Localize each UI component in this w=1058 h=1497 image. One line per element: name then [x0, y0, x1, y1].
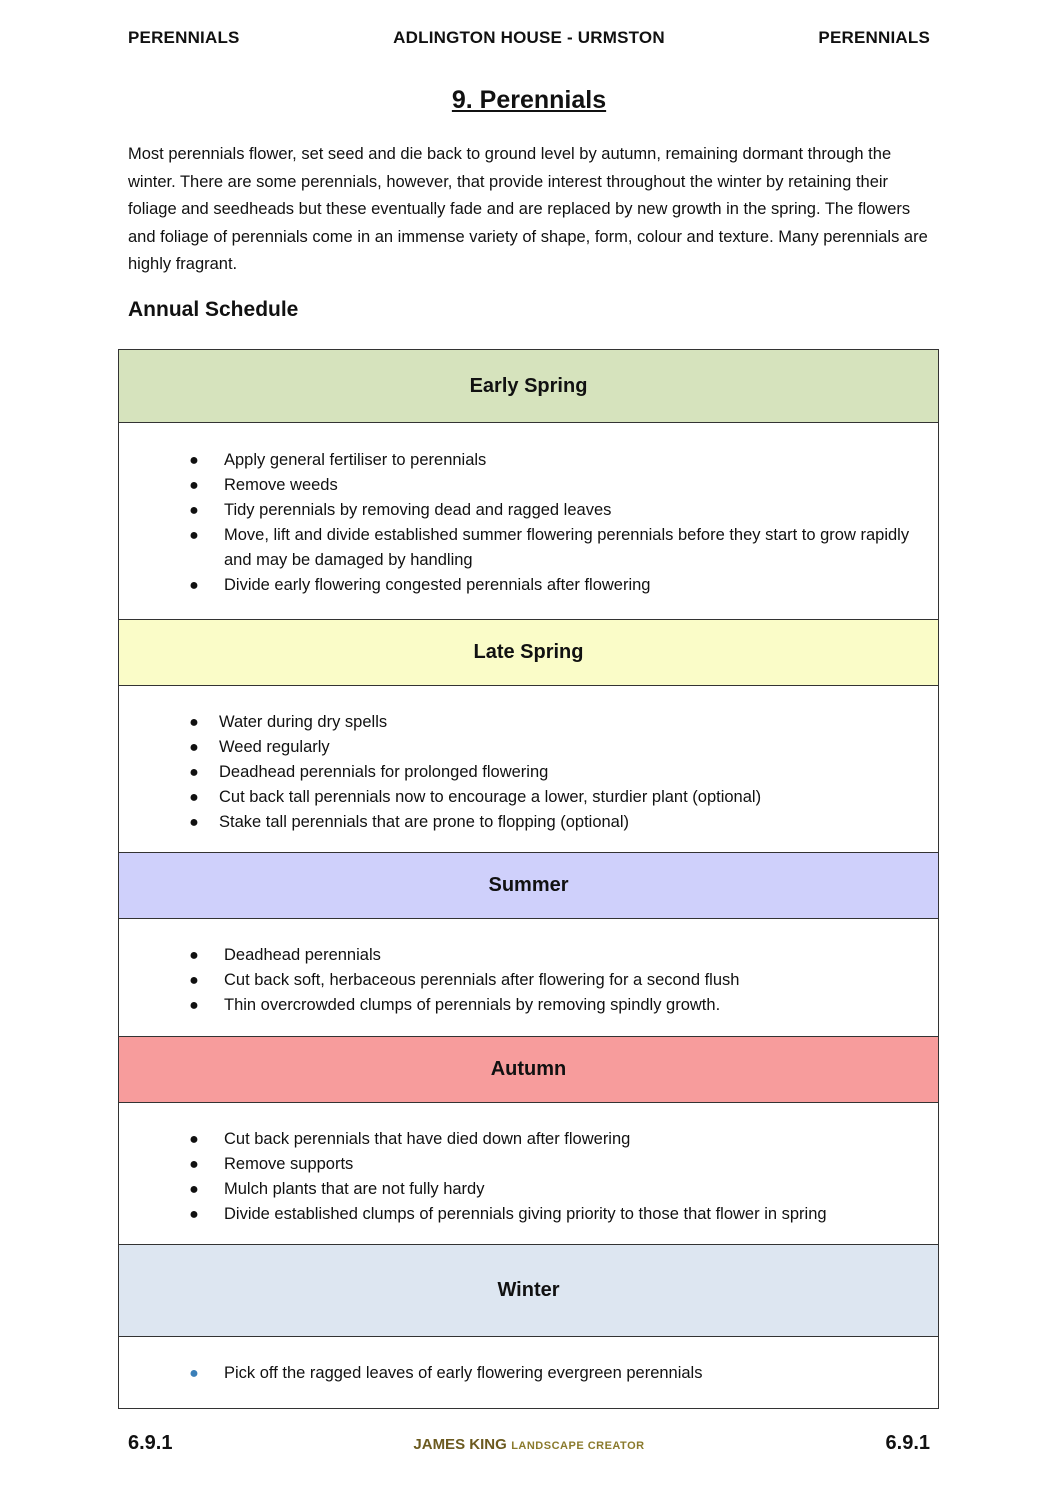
task-text: Water during dry spells [219, 713, 388, 731]
bullet-icon: ● [189, 789, 199, 806]
bullet-icon: ● [189, 814, 199, 831]
task-text: Thin overcrowded clumps of perennials by removing spindly growth. [224, 996, 721, 1014]
list-item [119, 810, 938, 835]
task-text: Move, lift and divide established summer flowering perennials before they start to grow rapidly and may be damaged by handling [224, 526, 910, 569]
season-body-early-spring [119, 423, 938, 620]
list-item [119, 523, 938, 573]
header-left: PERENNIALS [128, 28, 240, 47]
list-item [119, 573, 938, 598]
task-text: Cut back tall perennials now to encourage a lower, sturdier plant (optional) [219, 788, 762, 806]
season-header-late-spring [119, 620, 938, 686]
brand-name: JAMES KING [413, 1436, 507, 1453]
task-text: Deadhead perennials [224, 946, 381, 964]
list-item [119, 735, 938, 760]
bullet-icon: ● [189, 1131, 199, 1148]
list-item [119, 498, 938, 523]
task-text: Cut back soft, herbaceous perennials after flowering for a second flush [224, 971, 740, 989]
task-text: Remove weeds [224, 476, 338, 494]
task-text: Divide established clumps of perennials giving priority to those that flower in spring [224, 1205, 827, 1223]
season-body-winter [119, 1337, 938, 1408]
schedule-heading: Annual Schedule [128, 298, 299, 321]
list-item [119, 943, 938, 968]
list-item [119, 1152, 938, 1177]
season-header-winter [119, 1245, 938, 1337]
list-item [119, 473, 938, 498]
list-item [119, 448, 938, 473]
season-title: Summer [488, 874, 569, 896]
bullet-icon: ● [189, 527, 199, 544]
list-item [119, 993, 938, 1018]
task-text: Divide early flowering congested perennials after flowering [224, 576, 651, 594]
header-center: ADLINGTON HOUSE - URMSTON [393, 28, 665, 47]
task-text: Cut back perennials that have died down after flowering [224, 1130, 631, 1148]
bullet-icon: ● [189, 452, 199, 469]
season-title: Winter [497, 1279, 560, 1301]
list-item [119, 760, 938, 785]
season-header-summer [119, 853, 938, 919]
season-body-late-spring [119, 686, 938, 853]
page-title: 9. Perennials [451, 86, 607, 114]
task-text: Tidy perennials by removing dead and ragged leaves [224, 501, 612, 519]
task-text: Mulch plants that are not fully hardy [224, 1180, 485, 1198]
list-item [119, 968, 938, 993]
bullet-icon: ● [189, 947, 199, 964]
season-body-summer [119, 919, 938, 1037]
footer-page-number-left: 6.9.1 [128, 1432, 173, 1454]
bullet-icon: ● [189, 502, 199, 519]
task-text: Remove supports [224, 1155, 354, 1173]
task-text: Stake tall perennials that are prone to flopping (optional) [219, 813, 630, 831]
season-header-autumn [119, 1037, 938, 1103]
list-item [119, 785, 938, 810]
season-title: Early Spring [469, 374, 588, 397]
bullet-icon: ● [189, 764, 199, 781]
footer-page-number-right: 6.9.1 [885, 1432, 930, 1454]
bullet-icon: ● [189, 1156, 199, 1173]
list-item [119, 710, 938, 735]
season-title: Late Spring [473, 641, 584, 663]
intro-paragraph: Most perennials flower, set seed and die back to ground level by autumn, remaining dormant through the winter. There are some perennials, however, that provide interest throughout the winter by retaining their foliage and seedheads but these eventually fade and are replaced by new growth in the spring. The flowers and foliage of perennials come in an immense variety of shape, form, colour and texture. Many perennials are highly fragrant. [128, 145, 928, 273]
task-text: Apply general fertiliser to perennials [224, 451, 487, 469]
bullet-icon: ● [189, 714, 199, 731]
list-item [119, 1127, 938, 1152]
task-text: Weed regularly [219, 738, 330, 756]
season-body-autumn [119, 1103, 938, 1245]
list-item [119, 1202, 938, 1227]
task-text: Deadhead perennials for prolonged flowering [219, 763, 549, 781]
bullet-icon: ● [189, 477, 199, 494]
bullet-icon: ● [189, 1365, 199, 1382]
bullet-icon: ● [189, 739, 199, 756]
header-right: PERENNIALS [818, 28, 930, 47]
task-text: Pick off the ragged leaves of early flowering evergreen perennials [224, 1364, 703, 1382]
season-header-early-spring [119, 350, 938, 423]
season-title: Autumn [490, 1058, 567, 1080]
bullet-icon: ● [189, 1181, 199, 1198]
bullet-icon: ● [189, 577, 199, 594]
list-item [119, 1177, 938, 1202]
annual-schedule-table [118, 349, 939, 1409]
list-item [119, 1361, 938, 1386]
bullet-icon: ● [189, 997, 199, 1014]
bullet-icon: ● [189, 1206, 199, 1223]
bullet-icon: ● [189, 972, 199, 989]
brand-tagline: LANDSCAPE CREATOR [511, 1440, 645, 1452]
